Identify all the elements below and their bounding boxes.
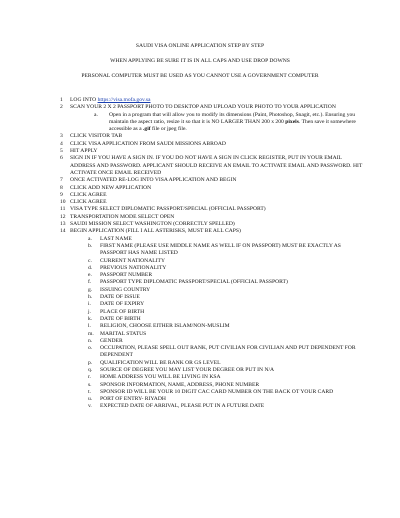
step-9: 9 CLICK AGREE bbox=[60, 191, 107, 198]
step-10: 10 CLICK AGREE bbox=[60, 199, 107, 206]
caps-instruction: WHEN APPLYING BE SURE IT IS IN ALL CAPS AND USE DROP DOWNS bbox=[110, 58, 290, 64]
field-b: b. FIRST NAME (PLEASE USE MIDDLE NAME AS WELL IF ON PASSPORT) MUST BE EXACTLY AS PASSPORT HAS NAME LISTED bbox=[88, 242, 341, 257]
field-t: t. SPONSOR ID WILL BE YOUR 10 DIGIT CAC CARD NUMBER ON THE BACK OT YOUR CARD bbox=[88, 388, 334, 395]
field-o: o. OCCUPATION, PLEASE SPELL OUT RANK, PUT CIVILIAN FOR CIVILIAN AND PUT DEPENDENT FOR DEPENDENT bbox=[88, 345, 356, 359]
field-e: e. PASSPORT NUMBER bbox=[88, 272, 153, 279]
field-h: h. DATE OF ISSUE bbox=[88, 294, 140, 301]
field-v: v. EXPECTED DATE OF ARRIVAL, PLEASE PUT IN A FUTURE DATE bbox=[88, 403, 265, 410]
step-7: 7 ONCE ACTIVATED RE-LOG INTO VISA APPLICATION AND BEGIN bbox=[60, 177, 237, 184]
field-j: j. PLACE OF BIRTH bbox=[88, 308, 145, 315]
computer-instruction: PERSONAL COMPUTER MUST BE USED AS YOU CANNOT USE A GOVERNMENT COMPUTER bbox=[81, 73, 319, 79]
field-i: i. DATE OF EXPIRY bbox=[88, 301, 145, 308]
step-6: 6 SIGN IN IF YOU HAVE A SIGN IN. IF YOU DO NOT HAVE A SIGN IN CLICK REGISTER, PUT IN YOUR EMAIL ADDRESS AND PASSWORD. APPLICANT SHOULD RECEIVE AN EMAIL TO ACTIVATE EMAIL AND PASSWORD. HIT ACTIVATE ONCE EMAIL RECEIVED bbox=[60, 155, 363, 176]
step-2: 2 SCAN YOUR 2 X 2 PASSPORT PHOTO TO DESKTOP AND UPLOAD YOUR PHOTO TO YOUR APPLICATION bbox=[60, 104, 336, 111]
field-p: p. QUALIFICATION WILL BE RANK OR GS LEVEL bbox=[88, 359, 221, 366]
field-c: c. CURRENT NATIONALITY bbox=[88, 257, 165, 264]
step-13: 13 SAUDI MISSION SELECT WASHINGTON (CORRECTLY SPELLED) bbox=[60, 221, 235, 228]
step-3: 3 CLICK VISITOR TAB bbox=[60, 133, 123, 140]
steps-list bbox=[60, 97, 365, 411]
step-11: 11 VISA TYPE SELECT DIPLOMATIC PASSPORT/SPECIAL (OFFICIAL PASSPORT) bbox=[60, 206, 266, 213]
field-l: l. RELIGION, CHOOSE EITHER ISLAM/NON-MUSLIM bbox=[88, 323, 230, 330]
step-5: 5 HIT APPLY bbox=[60, 148, 98, 155]
field-u: u. PORT OF ENTRY- RIYADH bbox=[88, 396, 166, 403]
step-12: 12 TRANSPORTATION MODE SELECT OPEN bbox=[60, 213, 175, 220]
field-m: m. MARITAL STATUS bbox=[88, 330, 147, 337]
field-q: q. SOURCE OF DEGREE YOU MAY LIST YOUR DEGREE OR PUT IN N/A bbox=[88, 366, 275, 373]
visa-site-link[interactable]: https://visa.mofa.gov.sa bbox=[97, 97, 151, 103]
step-4: 4 CLICK VISA APPLICATION FROM SAUDI MISSIONS ABROAD bbox=[60, 140, 226, 147]
step-1: 1 LOG INTO https://visa.mofa.gov.sa bbox=[60, 97, 151, 103]
step-2-note: a. Open in a program that will allow you to modify its dimensions (Paint, Photoshop, Snagit, etc.). Ensuring you maintain the aspect ratio, resize it so that it is NO LARGER THAN 200 x 200 pixels. Then save it somewhere accessible as a .gif file or jpeg file. bbox=[94, 111, 356, 133]
field-f: f. PASSPORT TYPE DIPLOMATIC PASSPORT/SPECIAL (OFFICIAL PASSPORT) bbox=[88, 279, 288, 286]
document-title: SAUDI VISA ONLINE APPLICATION STEP BY STEP bbox=[135, 43, 265, 49]
step-14: 14 BEGIN APPLICATION (FILL I ALL ASTERISKS, MUST BE ALL CAPS) bbox=[60, 228, 241, 235]
field-n: n. GENDER bbox=[88, 337, 123, 344]
field-s: s. SPONSOR INFORMATION, NAME, ADDRESS, PHONE NUMBER bbox=[88, 381, 260, 388]
step-8: 8 CLICK ADD NEW APPLICATION bbox=[60, 184, 152, 191]
field-a: a. LAST NAME bbox=[88, 235, 132, 242]
field-k: k. DATE OF BIRTH bbox=[88, 315, 141, 322]
field-r: r. HOME ADDRESS YOU WILL BE LIVING IN KSA bbox=[88, 374, 221, 381]
field-g: g. ISSUING COUNTRY bbox=[88, 286, 151, 293]
field-d: d. PREVIOUS NATIONALITY bbox=[88, 264, 167, 271]
